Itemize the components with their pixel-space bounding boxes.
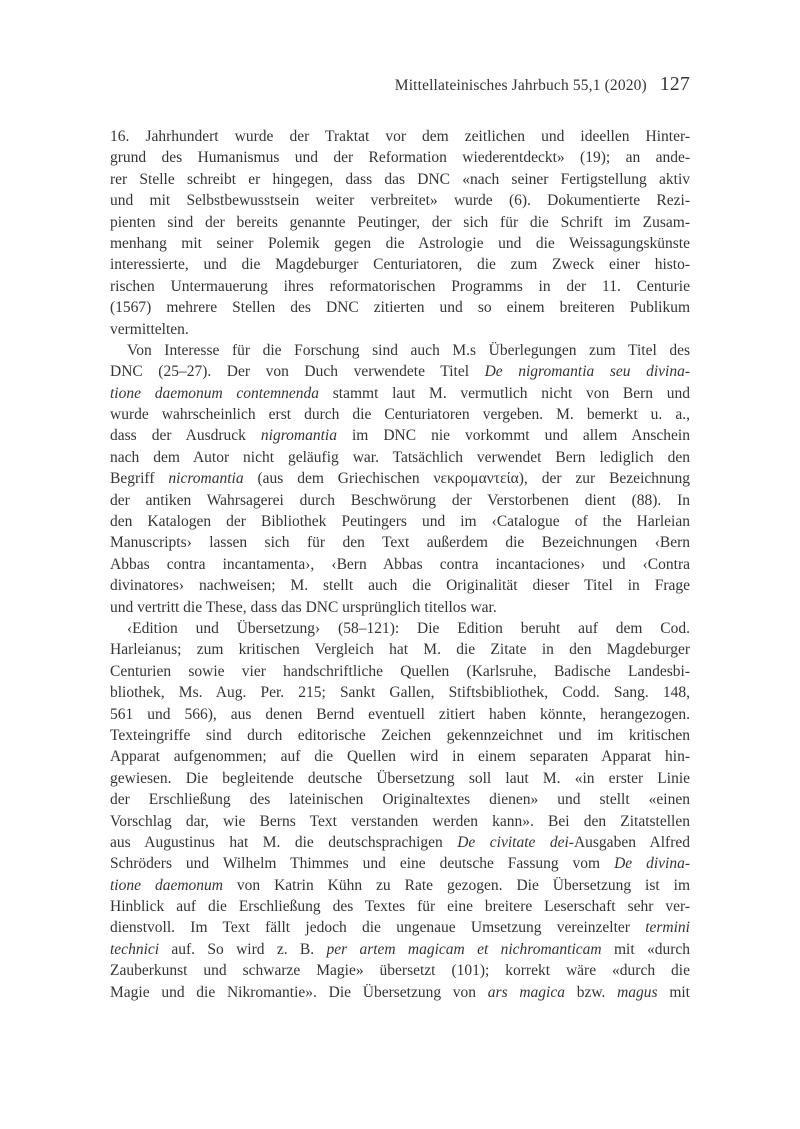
text-segment: Schröders und Wilhelm Thimmes und eine deutsche Fassung vom <box>110 855 615 873</box>
text-line <box>110 297 690 318</box>
text-line <box>110 319 690 340</box>
text-line <box>110 746 690 767</box>
text-segment: stammt laut M. vermutlich nicht von Bern und <box>319 384 690 402</box>
text-line <box>110 575 690 596</box>
text-segment: und mit Selbstbewusstsein weiter verbreitet» wurde (6). Dokumentierte Rezi- <box>110 192 690 210</box>
text-line <box>110 939 690 960</box>
text-segment: pienten sind der bereits genannte Peutinger, der sich für die Schrift im Zusam- <box>110 213 690 231</box>
text-line <box>110 661 690 682</box>
text-line <box>110 490 690 511</box>
text-segment: auf. So wird z. B. <box>159 940 327 958</box>
text-line <box>110 853 690 874</box>
text-segment: bzw. <box>564 983 618 1001</box>
review-text-block <box>110 126 690 1003</box>
text-line <box>110 789 690 810</box>
text-segment-italic: nigromantia <box>260 427 337 445</box>
text-line <box>110 254 690 275</box>
text-segment-italic: tione daemonum <box>110 876 223 894</box>
text-segment: 561 und 566), aus denen Bernd eventuell zitiert haben könnte, herangezogen. <box>110 705 690 723</box>
text-line <box>110 704 690 725</box>
text-segment: Abbas contra incantamenta›, ‹Bern Abbas contra incantaciones› und ‹Contra <box>110 555 690 573</box>
text-segment: vermittelten. <box>110 320 189 338</box>
text-segment: Zauberkunst und schwarze Magie» übersetzt (101); korrekt wäre «durch die <box>110 962 690 980</box>
running-head <box>395 74 690 96</box>
text-line <box>110 212 690 233</box>
text-segment: mit <box>657 983 690 1001</box>
text-line <box>110 383 690 404</box>
text-segment: grund des Humanismus und der Reformation wiederentdeckt» (19); an ande- <box>110 149 690 167</box>
text-segment: Hinblick auf die Erschließung des Textes für eine breitere Leserschaft sehr ver- <box>110 898 690 916</box>
text-segment: mit «durch <box>601 940 690 958</box>
text-line <box>110 960 690 981</box>
text-segment: rer Stelle schreibt er hingegen, dass das DNC «nach seiner Fertigstellung aktiv <box>110 170 690 188</box>
text-line <box>110 896 690 917</box>
text-segment-italic: De civitate dei <box>457 833 569 851</box>
text-segment: Manuscripts› lassen sich für den Text außerdem die Bezeichnungen ‹Bern <box>110 534 690 552</box>
text-line <box>110 425 690 446</box>
text-segment: aus Augustinus hat M. die deutschsprachigen <box>110 833 458 851</box>
text-segment: Centurien sowie vier handschriftliche Quellen (Karlsruhe, Badische Landesbi- <box>110 662 690 680</box>
text-segment: von Katrin Kühn zu Rate gezogen. Die Übersetzung ist im <box>222 876 691 894</box>
text-line <box>110 618 690 639</box>
text-segment: Vorschlag dar, wie Berns Text verstanden werden kann». Bei den Zitatstellen <box>110 812 690 830</box>
text-segment: -Ausgaben Alfred <box>568 833 691 851</box>
text-line <box>110 190 690 211</box>
text-line <box>110 447 690 468</box>
text-line <box>110 233 690 254</box>
text-segment-italic: De divina- <box>614 855 690 873</box>
text-line <box>110 682 690 703</box>
text-segment: Magie und die Nikromantie». Die Übersetzung von <box>110 983 488 1001</box>
text-segment: 16. Jahrhundert wurde der Traktat vor dem zeitlichen und ideellen Hinter- <box>110 128 690 145</box>
text-segment: (1567) mehrere Stellen des DNC zitierten und so einem breiteren Publikum <box>110 299 690 317</box>
text-line <box>110 340 690 361</box>
text-line <box>110 554 690 575</box>
text-line <box>110 982 690 1003</box>
text-line <box>110 832 690 853</box>
text-line <box>110 597 690 618</box>
text-segment: menhang mit seiner Polemik gegen die Astrologie und die Weissagungskünste <box>110 234 690 252</box>
text-segment: interessierte, und die Magdeburger Centuriatoren, die zum Zweck einer histo- <box>110 256 690 274</box>
text-segment: der Erschließung des lateinischen Originaltextes dienen» und stellt «einen <box>110 791 690 809</box>
text-line <box>110 147 690 168</box>
text-line <box>110 811 690 832</box>
text-segment-italic: termini <box>645 919 690 937</box>
text-segment-italic: magus <box>617 983 658 1001</box>
text-segment: der antiken Wahrsagerei durch Beschwörung der Verstorbenen dient (88). In <box>110 491 690 509</box>
text-line <box>110 276 690 297</box>
text-segment: den Katalogen der Bibliothek Peutingers und im ‹Catalogue of the Harleian <box>110 513 690 531</box>
text-segment: wurde wahrscheinlich erst durch die Centuriatoren vergeben. M. bemerkt u. a., <box>110 406 690 424</box>
text-line <box>110 404 690 425</box>
text-segment-italic: nicromantia <box>168 470 244 488</box>
text-line <box>110 511 690 532</box>
text-segment: Texteingriffe sind durch editorische Zeichen gekennzeichnet und im kritischen <box>110 726 690 744</box>
text-segment: dienstvoll. Im Text fällt jedoch die ungenaue Umsetzung vereinzelter <box>110 919 646 937</box>
text-segment: Harleianus; zum kritischen Vergleich hat M. die Zitate in den Magdeburger <box>110 641 690 659</box>
text-segment-italic: per artem magicam et nichromanticam <box>326 940 602 958</box>
text-line <box>110 126 690 147</box>
text-segment: gewiesen. Die begleitende deutsche Übersetzung soll laut M. «in erster Linie <box>110 769 690 787</box>
text-line <box>110 875 690 896</box>
text-line <box>110 361 690 382</box>
text-segment: und vertritt die These, dass das DNC ursprünglich titellos war. <box>110 598 497 616</box>
journal-title: Mittellateinisches Jahrbuch 55,1 (2020) <box>394 77 647 94</box>
text-line <box>110 725 690 746</box>
text-line <box>110 169 690 190</box>
text-line <box>110 532 690 553</box>
text-segment: nach dem Autor nicht geläufig war. Tatsächlich verwendet Bern lediglich den <box>110 448 690 466</box>
text-line <box>110 917 690 938</box>
text-segment: bliothek, Ms. Aug. Per. 215; Sankt Gallen, Stiftsbibliothek, Codd. Sang. 148, <box>110 684 690 702</box>
text-segment: dass der Ausdruck <box>110 427 261 445</box>
text-segment-italic: ars magica <box>487 983 565 1001</box>
text-segment: divinatores› nachweisen; M. stellt auch die Originalität dieser Titel in Frage <box>110 577 690 595</box>
text-segment-italic: tione daemonum contemnenda <box>110 384 320 402</box>
text-segment: Von Interesse für die Forschung sind auch M.s Überlegungen zum Titel des <box>127 341 690 359</box>
text-line <box>110 468 690 489</box>
text-segment: (aus dem Griechischen νεκρομαντεία), der zur Bezeichnung <box>243 470 691 488</box>
text-line <box>110 639 690 660</box>
text-segment: DNC (25–27). Der von Duch verwendete Titel <box>110 363 485 381</box>
text-segment-italic: De nigromantia seu divina- <box>484 363 690 381</box>
text-segment: im DNC nie vorkommt und allem Anschein <box>336 427 690 445</box>
text-line <box>110 768 690 789</box>
text-segment: Apparat aufgenommen; auf die Quellen wird in einem separaten Apparat hin- <box>110 748 690 766</box>
page-number: 127 <box>659 74 690 95</box>
text-segment: rischen Untermauerung ihres reformatorischen Programms in der 11. Centurie <box>110 277 690 295</box>
text-segment: Begriff <box>110 470 169 488</box>
text-segment-italic: technici <box>110 940 160 958</box>
text-segment: ‹Edition und Übersetzung› (58–121): Die Edition beruht auf dem Cod. <box>127 619 690 637</box>
